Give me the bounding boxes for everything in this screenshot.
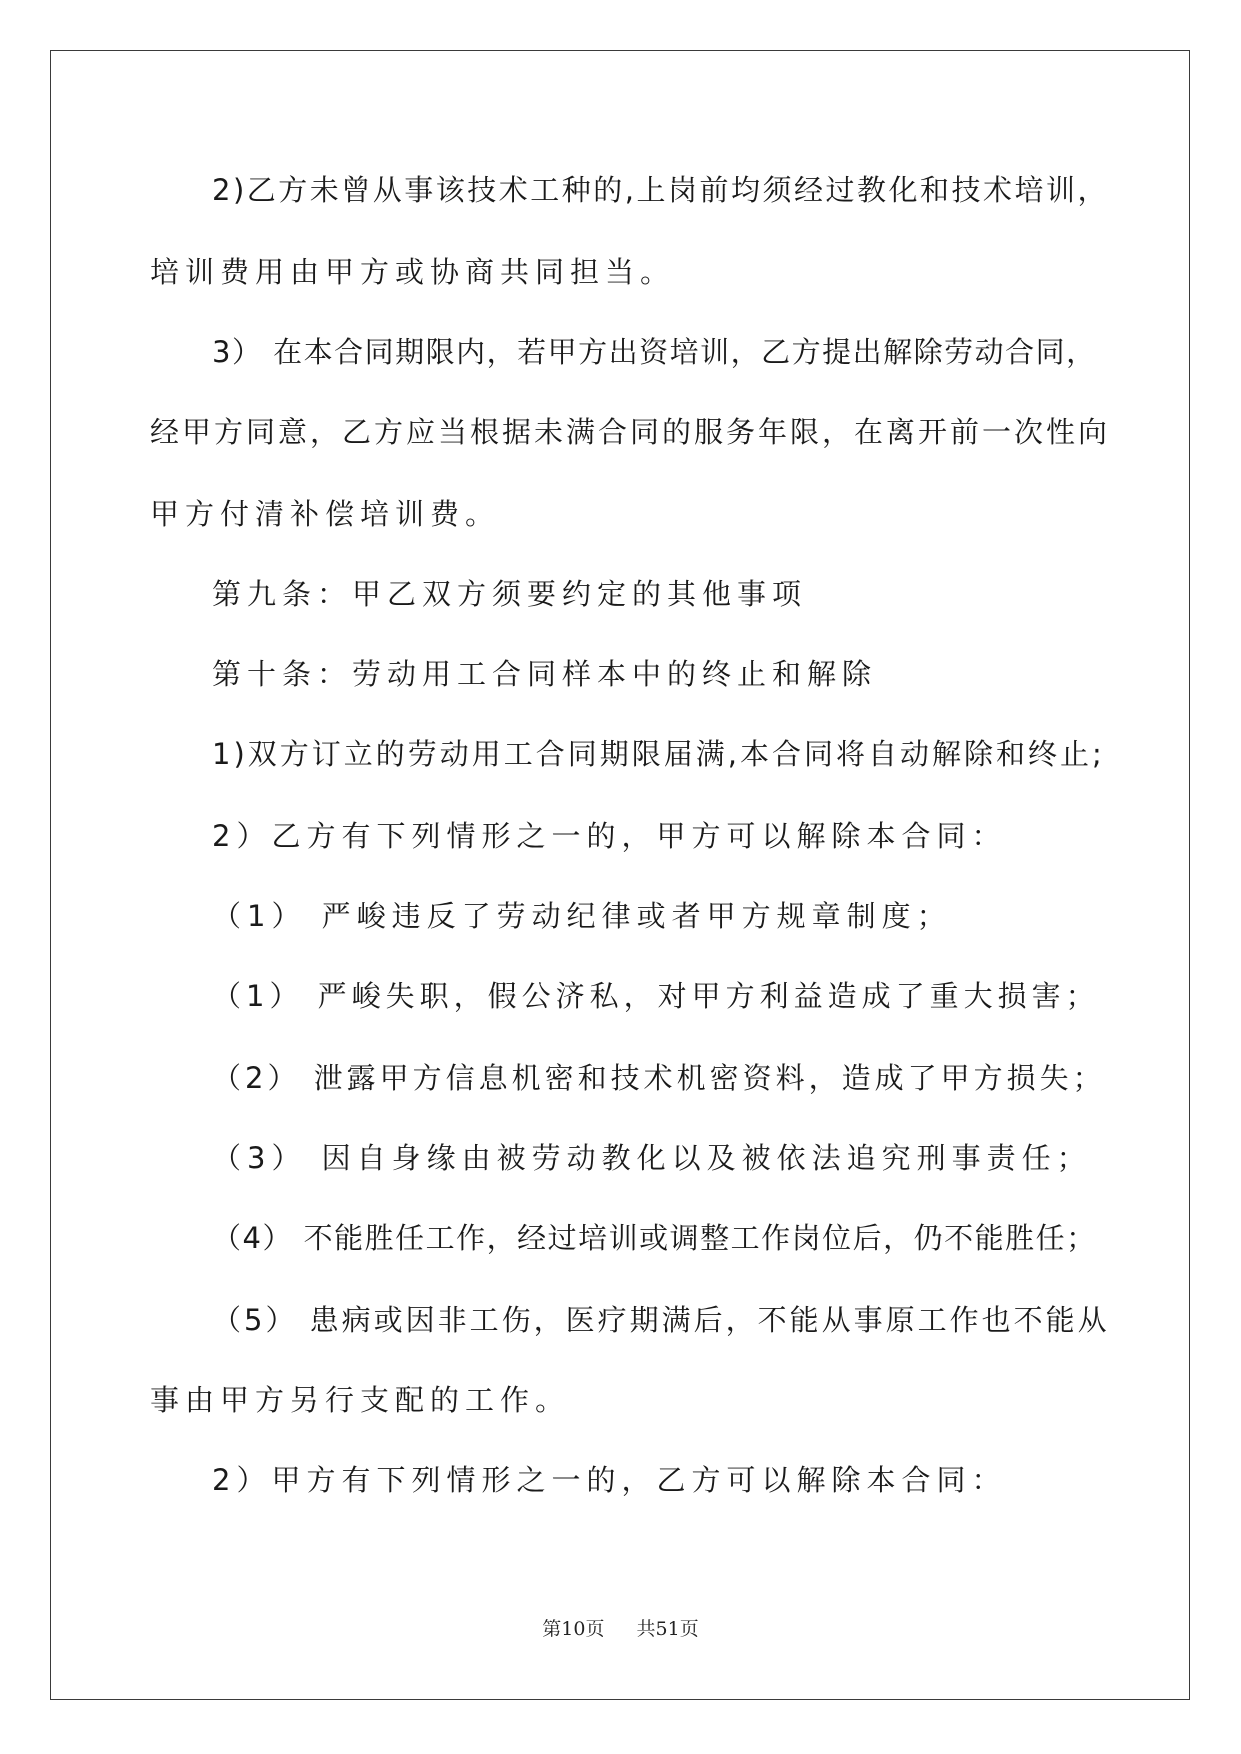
list-item: （3） 因自身缘由被劳动教化以及被依法追究刑事责任；: [212, 1141, 1092, 1175]
page-total: 共51页: [636, 1618, 699, 1640]
list-item: （1） 严峻失职，假公济私，对甲方利益造成了重大损害；: [212, 979, 1100, 1013]
text-line: 3） 在本合同期限内，若甲方出资培训，乙方提出解除劳动合同，: [212, 335, 1097, 369]
text-line: 甲方付清补偿培训费。: [150, 497, 501, 531]
list-item: （5） 患病或因非工伤，医疗期满后，不能从事原工作也不能从: [212, 1303, 1110, 1337]
text-line: 2)乙方未曾从事该技术工种的,上岗前均须经过教化和技术培训，: [212, 173, 1109, 207]
list-item: （2） 泄露甲方信息机密和技术机密资料，造成了甲方损失；: [212, 1061, 1106, 1095]
text-line: 培训费用由甲方或协商共同担当。: [150, 255, 676, 289]
list-item: （1） 严峻违反了劳动纪律或者甲方规章制度；: [212, 899, 952, 933]
article-heading: 第九条：甲乙双方须要约定的其他事项: [212, 577, 808, 611]
page-border: [50, 50, 1190, 1700]
page-number: 第10页: [542, 1618, 605, 1640]
text-line: 事由甲方另行支配的工作。: [150, 1383, 571, 1417]
list-item: （4） 不能胜任工作，经过培训或调整工作岗位后，仍不能胜任；: [212, 1221, 1097, 1255]
article-heading: 第十条：劳动用工合同样本中的终止和解除: [212, 657, 878, 691]
text-line: 2）乙方有下列情形之一的，甲方可以解除本合同：: [212, 819, 1007, 853]
text-line: 1)双方订立的劳动用工合同期限届满,本合同将自动解除和终止;: [212, 737, 1105, 771]
text-line: 经甲方同意，乙方应当根据未满合同的服务年限，在离开前一次性向: [150, 415, 1111, 449]
page-footer: [0, 1614, 1241, 1641]
text-line: 2）甲方有下列情形之一的，乙方可以解除本合同：: [212, 1463, 1007, 1497]
